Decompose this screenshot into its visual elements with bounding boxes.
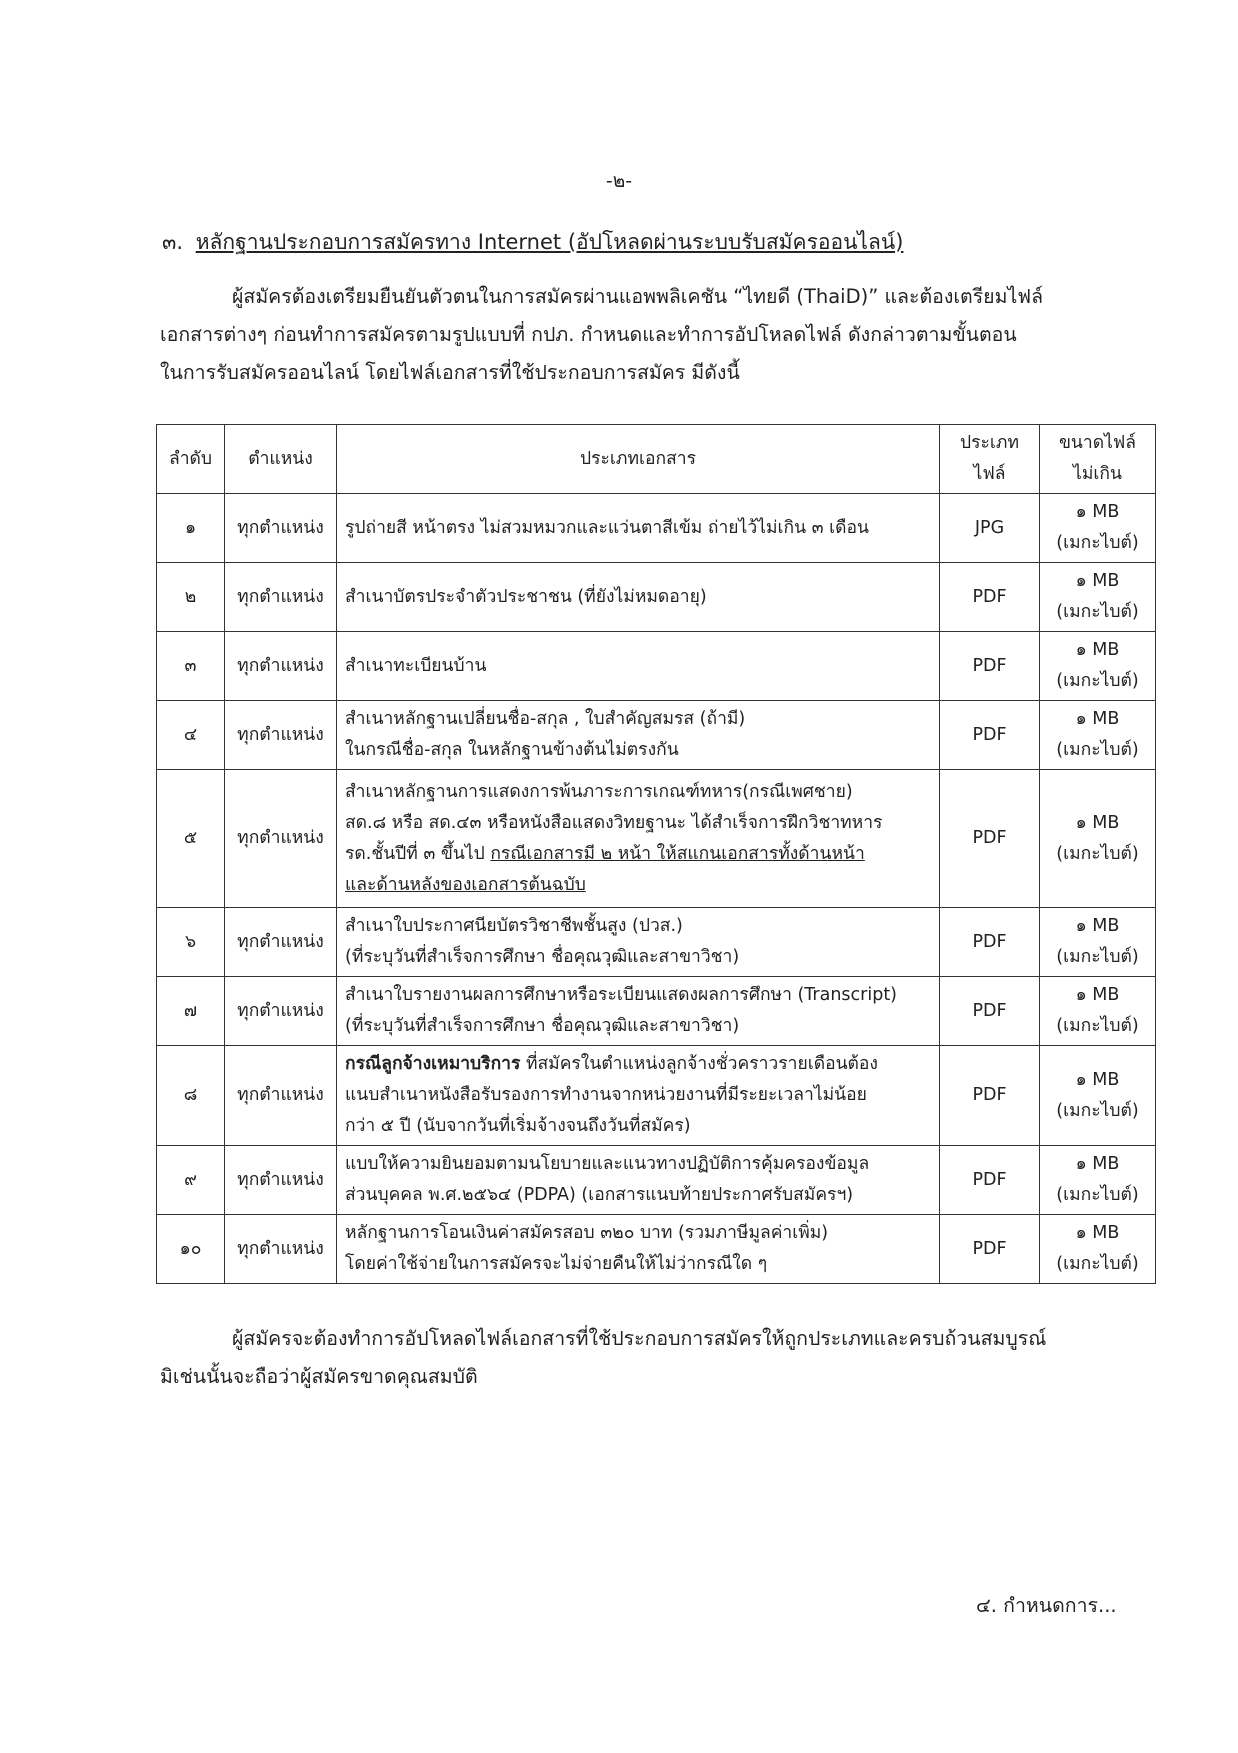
row-no: ๔ (157, 701, 225, 770)
header-position: ตำแหน่ง (225, 425, 337, 494)
section-number: ๓. (162, 230, 184, 254)
table-row (157, 908, 1156, 977)
size-unit: (เมกะไบต์) (1056, 1016, 1139, 1036)
row-file-type: PDF (940, 977, 1040, 1046)
row-file-type: PDF (940, 701, 1040, 770)
continuation-note: ๔. กำหนดการ... (976, 1594, 1117, 1617)
row-doc (337, 1215, 940, 1284)
doc-line: (ที่ระบุวันที่สำเร็จการศึกษา ชื่อคุณวุฒิและสาขาวิชา) (345, 947, 740, 967)
doc-line: หลักฐานการโอนเงินค่าสมัครสอบ ๓๒๐ บาท (รวมภาษีมูลค่าเพิ่ม) (345, 1223, 829, 1243)
table-row (157, 632, 1156, 701)
size-value: ๑ MB (1075, 709, 1120, 729)
doc-line-rest: ที่สมัครในตำแหน่งลูกจ้างชั่วคราวรายเดือนต้อง (520, 1054, 878, 1074)
size-unit: (เมกะไบต์) (1056, 843, 1139, 864)
table-row (157, 701, 1156, 770)
row-file-type: JPG (940, 494, 1040, 563)
size-unit: (เมกะไบต์) (1056, 533, 1139, 553)
doc-line: สำเนาบัตรประจำตัวประชาชน (ที่ยังไม่หมดอายุ) (345, 586, 707, 607)
intro-paragraph (160, 278, 1120, 392)
row-position: ทุกตำแหน่ง (225, 908, 337, 977)
row-doc (337, 701, 940, 770)
doc-line-bold: กรณีลูกจ้างเหมาบริการ (345, 1054, 521, 1074)
doc-line: สำเนาใบรายงานผลการศึกษาหรือระเบียนแสดงผลการศึกษา (Transcript) (345, 985, 898, 1005)
row-doc (337, 1146, 940, 1215)
row-file-type: PDF (940, 632, 1040, 701)
closing-paragraph (160, 1320, 1120, 1396)
size-unit: (เมกะไบต์) (1056, 1185, 1139, 1205)
size-value: ๑ MB (1075, 1154, 1120, 1174)
table-row (157, 563, 1156, 632)
row-size (1040, 701, 1156, 770)
row-no: ๑๐ (157, 1215, 225, 1284)
row-position: ทุกตำแหน่ง (225, 632, 337, 701)
row-no: ๑ (157, 494, 225, 563)
header-file-type-line: ไฟล์ (973, 464, 1006, 484)
row-position: ทุกตำแหน่ง (225, 1046, 337, 1146)
row-size (1040, 563, 1156, 632)
row-doc (337, 770, 940, 908)
doc-line (345, 1049, 931, 1080)
table-row (157, 1215, 1156, 1284)
header-size (1040, 425, 1156, 494)
section-heading (162, 226, 903, 259)
header-no: ลำดับ (157, 425, 225, 494)
row-size (1040, 1146, 1156, 1215)
page-number: -๒- (605, 170, 633, 192)
row-file-type: PDF (940, 770, 1040, 908)
row-no: ๘ (157, 1046, 225, 1146)
header-doc-type: ประเภทเอกสาร (337, 425, 940, 494)
size-unit: (เมกะไบต์) (1056, 602, 1139, 622)
table-row (157, 977, 1156, 1046)
size-value: ๑ MB (1075, 571, 1120, 591)
doc-line: ในกรณีชื่อ-สกุล ในหลักฐานข้างต้นไม่ตรงกัน (345, 740, 679, 760)
doc-line-underlined: กรณีเอกสารมี ๒ หน้า ให้สแกนเอกสารทั้งด้านหน้า (490, 843, 865, 864)
doc-line: โดยค่าใช้จ่ายในการสมัครจะไม่จ่ายคืนให้ไม่ว่ากรณีใด ๆ (345, 1254, 768, 1274)
row-size (1040, 1215, 1156, 1284)
row-doc (337, 908, 940, 977)
row-size (1040, 494, 1156, 563)
size-value: ๑ MB (1075, 502, 1120, 522)
row-position: ทุกตำแหน่ง (225, 494, 337, 563)
row-position: ทุกตำแหน่ง (225, 977, 337, 1046)
intro-line: ผู้สมัครต้องเตรียมยืนยันตัวตนในการสมัครผ่านแอพพลิเคชัน “ไทยดี (ThaiD)” และต้องเตรียมไฟล์ (232, 285, 1044, 308)
row-file-type: PDF (940, 1046, 1040, 1146)
size-unit: (เมกะไบต์) (1056, 671, 1139, 691)
row-size (1040, 977, 1156, 1046)
size-unit: (เมกะไบต์) (1056, 1100, 1139, 1121)
closing-line: ผู้สมัครจะต้องทำการอัปโหลดไฟล์เอกสารที่ใช้ประกอบการสมัครให้ถูกประเภทและครบถ้วนสมบูรณ์ (232, 1327, 1047, 1350)
row-position: ทุกตำแหน่ง (225, 1146, 337, 1215)
doc-line: แนบสำเนาหนังสือรับรองการทำงานจากหน่วยงานที่มีระยะเวลาไม่น้อย (345, 1085, 867, 1105)
doc-line: กว่า ๕ ปี (นับจากวันที่เริ่มจ้างจนถึงวันที่สมัคร) (345, 1116, 691, 1136)
row-file-type: PDF (940, 1215, 1040, 1284)
doc-line (345, 839, 931, 870)
doc-line: แบบให้ความยินยอมตามนโยบายและแนวทางปฏิบัติการคุ้มครองข้อมูล (345, 1154, 870, 1174)
doc-line: สำเนาหลักฐานเปลี่ยนชื่อ-สกุล , ใบสำคัญสมรส (ถ้ามี) (345, 709, 746, 729)
doc-line: (ที่ระบุวันที่สำเร็จการศึกษา ชื่อคุณวุฒิและสาขาวิชา) (345, 1016, 740, 1036)
doc-line: สด.๘ หรือ สด.๔๓ หรือหนังสือแสดงวิทยฐานะ ได้สำเร็จการฝึกวิชาทหาร (345, 812, 883, 833)
size-value: ๑ MB (1075, 916, 1120, 936)
doc-line-underlined: และด้านหลังของเอกสารต้นฉบับ (345, 874, 586, 895)
header-file-type-line: ประเภท (960, 433, 1019, 453)
size-value: ๑ MB (1075, 985, 1120, 1005)
row-no: ๙ (157, 1146, 225, 1215)
row-no: ๓ (157, 632, 225, 701)
row-no: ๒ (157, 563, 225, 632)
section-title: หลักฐานประกอบการสมัครทาง Internet (อัปโหลดผ่านระบบรับสมัครออนไลน์) (195, 230, 904, 254)
table-row (157, 1046, 1156, 1146)
header-size-line: ขนาดไฟล์ (1058, 433, 1137, 453)
row-doc (337, 977, 940, 1046)
doc-line: รูปถ่ายสี หน้าตรง ไม่สวมหมวกและแว่นตาสีเข้ม ถ่ายไว้ไม่เกิน ๓ เดือน (345, 517, 869, 538)
doc-line: สำเนาทะเบียนบ้าน (345, 655, 487, 676)
row-position: ทุกตำแหน่ง (225, 563, 337, 632)
intro-line: เอกสารต่างๆ ก่อนทำการสมัครตามรูปแบบที่ กปภ. กำหนดและทำการอัปโหลดไฟล์ ดังกล่าวตามขั้นตอน (160, 323, 1017, 346)
size-unit: (เมกะไบต์) (1056, 740, 1139, 760)
row-position: ทุกตำแหน่ง (225, 770, 337, 908)
row-size (1040, 632, 1156, 701)
row-no: ๕ (157, 770, 225, 908)
closing-line: มิเช่นนั้นจะถือว่าผู้สมัครขาดคุณสมบัติ (160, 1365, 478, 1388)
row-doc (337, 563, 940, 632)
required-documents-table (156, 424, 1156, 1284)
row-position: ทุกตำแหน่ง (225, 701, 337, 770)
intro-line: ในการรับสมัครออนไลน์ โดยไฟล์เอกสารที่ใช้ประกอบการสมัคร มีดังนี้ (160, 361, 740, 384)
row-no: ๗ (157, 977, 225, 1046)
size-value: ๑ MB (1075, 640, 1120, 660)
row-doc (337, 1046, 940, 1146)
row-size (1040, 908, 1156, 977)
row-position: ทุกตำแหน่ง (225, 1215, 337, 1284)
row-file-type: PDF (940, 563, 1040, 632)
row-size (1040, 770, 1156, 908)
table-header-row (157, 425, 1156, 494)
doc-line-plain: รด.ชั้นปีที่ ๓ ขึ้นไป (345, 843, 491, 864)
table-row (157, 770, 1156, 908)
table-row (157, 494, 1156, 563)
row-file-type: PDF (940, 1146, 1040, 1215)
table-row (157, 1146, 1156, 1215)
size-unit: (เมกะไบต์) (1056, 1254, 1139, 1274)
row-file-type: PDF (940, 908, 1040, 977)
size-value: ๑ MB (1075, 812, 1120, 833)
header-size-line: ไม่เกิน (1073, 464, 1122, 484)
row-doc (337, 494, 940, 563)
doc-line: สำเนาหลักฐานการแสดงการพ้นภาระการเกณฑ์ทหาร(กรณีเพศชาย) (345, 781, 853, 802)
row-doc (337, 632, 940, 701)
size-unit: (เมกะไบต์) (1056, 947, 1139, 967)
header-file-type (940, 425, 1040, 494)
row-no: ๖ (157, 908, 225, 977)
row-size (1040, 1046, 1156, 1146)
doc-line: ส่วนบุคคล พ.ศ.๒๕๖๔ (PDPA) (เอกสารแนบท้ายประกาศรับสมัครฯ) (345, 1185, 854, 1205)
doc-line: สำเนาใบประกาศนียบัตรวิชาชีพชั้นสูง (ปวส.) (345, 916, 683, 936)
size-value: ๑ MB (1075, 1223, 1120, 1243)
size-value: ๑ MB (1075, 1069, 1120, 1090)
